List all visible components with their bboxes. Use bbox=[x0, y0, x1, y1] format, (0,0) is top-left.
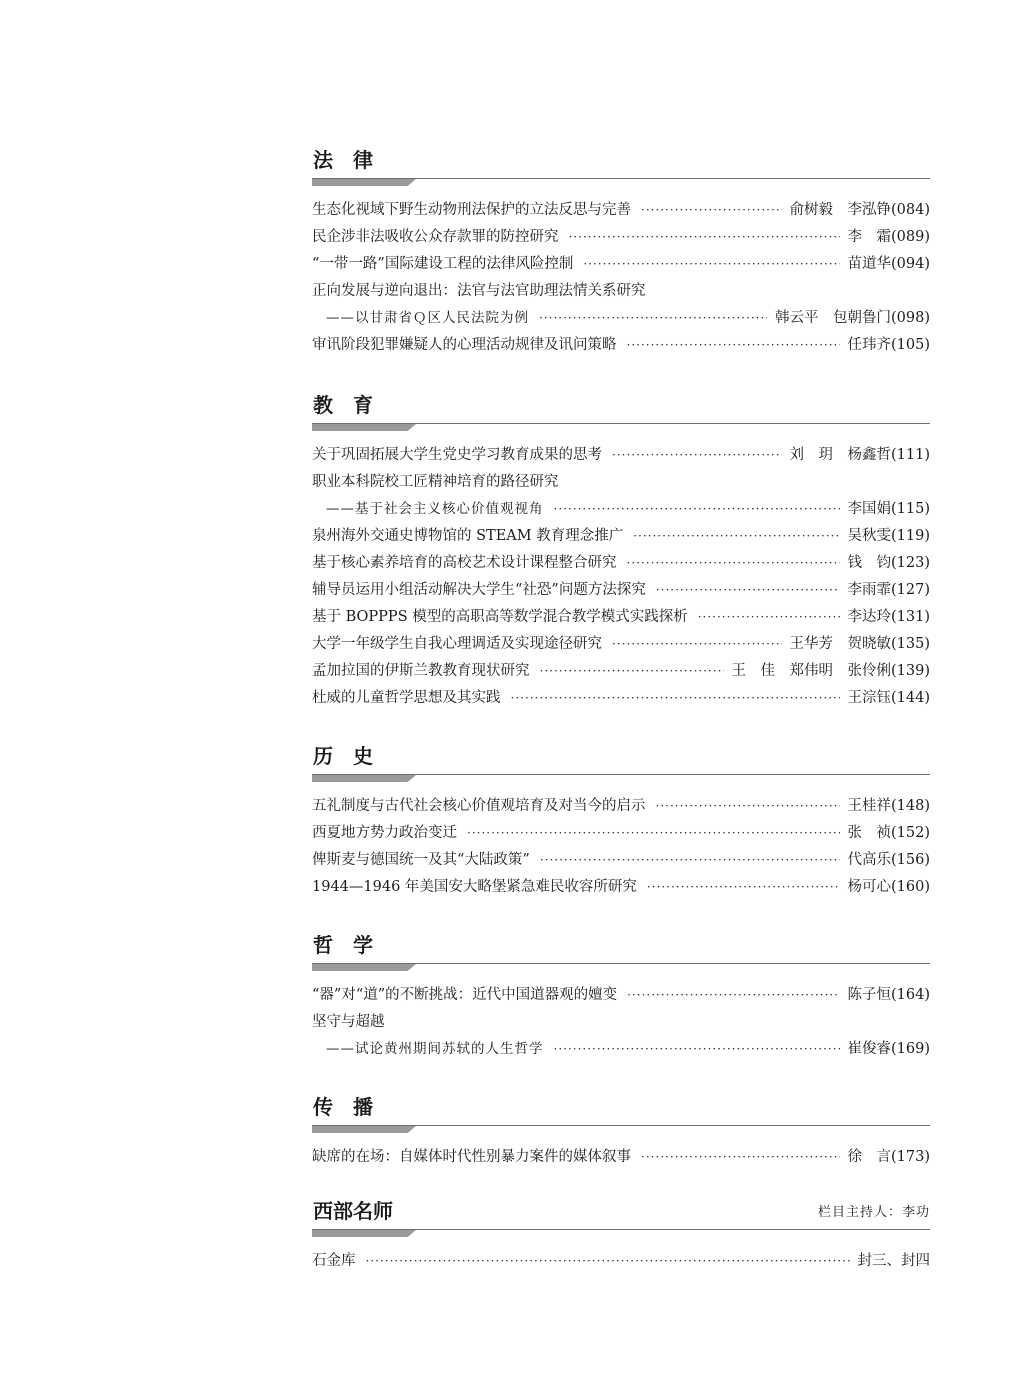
leader-dots bbox=[569, 224, 840, 251]
section-rule bbox=[312, 774, 930, 775]
leader-dots bbox=[539, 305, 767, 332]
leader-dots bbox=[647, 874, 840, 901]
entry-author-page: 封三、封四 bbox=[857, 1253, 930, 1269]
entry-author-page: 杨可心(160) bbox=[847, 879, 930, 895]
entry-title: 西夏地方势力政治变迁 bbox=[312, 825, 457, 841]
leader-dots bbox=[656, 793, 840, 820]
entry-title: 五礼制度与古代社会核心价值观培育及对当今的启示 bbox=[312, 798, 646, 814]
toc-entry[interactable] bbox=[312, 604, 930, 631]
leader-dots bbox=[366, 1248, 850, 1275]
section-accent-bar bbox=[312, 424, 416, 431]
toc-entry[interactable] bbox=[312, 1248, 930, 1275]
toc-entry[interactable] bbox=[312, 197, 930, 224]
entry-title: 辅导员运用小组活动解决大学生“社恐”问题方法探究 bbox=[312, 582, 646, 598]
section-rule bbox=[312, 1229, 930, 1230]
leader-dots bbox=[641, 197, 782, 224]
entry-title: 缺席的在场：自媒体时代性别暴力案件的媒体叙事 bbox=[312, 1149, 631, 1165]
toc-entry[interactable] bbox=[312, 577, 930, 604]
leader-dots bbox=[554, 1036, 840, 1063]
leader-dots bbox=[612, 442, 782, 469]
section-title: 哲 学 bbox=[313, 933, 373, 957]
leader-dots bbox=[511, 685, 840, 712]
leader-dots bbox=[698, 604, 840, 631]
leader-dots bbox=[656, 577, 840, 604]
leader-dots bbox=[641, 1144, 840, 1171]
toc-section bbox=[312, 1089, 930, 1171]
section-header bbox=[312, 387, 930, 425]
entry-author-page: 崔俊睿(169) bbox=[847, 1041, 930, 1057]
section-title: 传 播 bbox=[313, 1095, 373, 1119]
toc-entry[interactable] bbox=[312, 820, 930, 847]
entry-title: 1944—1946 年美国安大略堡紧急难民收容所研究 bbox=[312, 879, 637, 895]
toc-entry[interactable] bbox=[312, 685, 930, 712]
section-header bbox=[312, 1193, 930, 1231]
leader-dots bbox=[554, 496, 840, 523]
toc-section bbox=[312, 738, 930, 901]
toc-entry[interactable] bbox=[312, 469, 930, 496]
section-accent-bar bbox=[312, 1230, 416, 1237]
entry-subtitle: ——以甘肃省Ｑ区人民法院为例 bbox=[326, 310, 529, 326]
toc-entry[interactable] bbox=[312, 793, 930, 820]
leader-dots bbox=[633, 523, 839, 550]
leader-dots bbox=[467, 820, 840, 847]
toc-entry[interactable] bbox=[312, 278, 930, 305]
entry-title: “器”对“道”的不断挑战：近代中国道器观的嬗变 bbox=[312, 987, 618, 1003]
section-header bbox=[312, 1089, 930, 1127]
entry-author-page: 钱 钧(123) bbox=[847, 555, 930, 571]
toc-entry[interactable] bbox=[312, 332, 930, 359]
section-header bbox=[312, 927, 930, 965]
entry-subtitle: ——试论黄州期间苏轼的人生哲学 bbox=[326, 1041, 544, 1057]
entry-title: 基于核心素养培育的高校艺术设计课程整合研究 bbox=[312, 555, 617, 571]
entry-author-page: 陈子恒(164) bbox=[847, 987, 930, 1003]
table-of-contents bbox=[312, 142, 930, 1275]
entry-author-page: 俞树毅 李泓铮(084) bbox=[789, 202, 930, 218]
section-accent-bar bbox=[312, 964, 416, 971]
entry-author-page: 韩云平 包朝鲁门(098) bbox=[775, 310, 930, 326]
section-rule bbox=[312, 963, 930, 964]
entry-title: 杜威的儿童哲学思想及其实践 bbox=[312, 690, 501, 706]
entry-list bbox=[312, 965, 930, 1063]
toc-entry[interactable] bbox=[312, 224, 930, 251]
section-host: 栏目主持人：李功 bbox=[817, 1205, 930, 1220]
entry-author-page: 李国娟(115) bbox=[847, 501, 930, 517]
entry-author-page: 李 霜(089) bbox=[847, 229, 930, 245]
entry-title: 坚守与超越 bbox=[312, 1014, 385, 1030]
entry-title: 大学一年级学生自我心理调适及实现途径研究 bbox=[312, 636, 602, 652]
entry-title: 俾斯麦与德国统一及其“大陆政策” bbox=[312, 852, 530, 868]
toc-entry[interactable] bbox=[312, 658, 930, 685]
section-header bbox=[312, 142, 930, 180]
entry-title: 泉州海外交通史博物馆的 STEAM 教育理念推广 bbox=[312, 528, 624, 544]
toc-entry[interactable] bbox=[312, 982, 930, 1009]
leader-dots bbox=[627, 332, 840, 359]
toc-section bbox=[312, 387, 930, 712]
toc-entry[interactable] bbox=[312, 442, 930, 469]
toc-entry[interactable] bbox=[312, 496, 930, 523]
section-header bbox=[312, 738, 930, 776]
toc-entry[interactable] bbox=[312, 523, 930, 550]
section-accent-bar bbox=[312, 1126, 416, 1133]
entry-author-page: 王华芳 贺晓敏(135) bbox=[789, 636, 930, 652]
entry-author-page: 王桂祥(148) bbox=[847, 798, 930, 814]
entry-author-page: 徐 言(173) bbox=[847, 1149, 930, 1165]
leader-dots bbox=[612, 631, 782, 658]
section-rule bbox=[312, 423, 930, 424]
toc-entry[interactable] bbox=[312, 550, 930, 577]
entry-title: 审讯阶段犯罪嫌疑人的心理活动规律及讯问策略 bbox=[312, 337, 617, 353]
entry-author-page: 吴秋雯(119) bbox=[847, 528, 930, 544]
entry-list bbox=[312, 425, 930, 712]
entry-title: 正向发展与逆向退出：法官与法官助理法情关系研究 bbox=[312, 283, 646, 299]
entry-author-page: 代高乐(156) bbox=[847, 852, 930, 868]
entry-list bbox=[312, 1127, 930, 1171]
entry-title: 孟加拉国的伊斯兰教教育现状研究 bbox=[312, 663, 530, 679]
leader-dots bbox=[627, 982, 839, 1009]
entry-subtitle: ——基于社会主义核心价值观视角 bbox=[326, 501, 544, 517]
entry-author-page: 李雨霏(127) bbox=[847, 582, 930, 598]
section-rule bbox=[312, 1125, 930, 1126]
section-title: 教 育 bbox=[313, 393, 373, 417]
toc-section bbox=[312, 1193, 930, 1275]
entry-title: 基于 BOPPPS 模型的高职高等数学混合教学模式实践探析 bbox=[312, 609, 688, 625]
toc-section bbox=[312, 142, 930, 359]
entry-title: “一带一路”国际建设工程的法律风险控制 bbox=[312, 256, 574, 272]
entry-title: 生态化视域下野生动物刑法保护的立法反思与完善 bbox=[312, 202, 631, 218]
toc-entry[interactable] bbox=[312, 631, 930, 658]
section-title: 法 律 bbox=[313, 148, 373, 172]
entry-list bbox=[312, 776, 930, 901]
entry-list bbox=[312, 180, 930, 359]
toc-entry[interactable] bbox=[312, 1144, 930, 1171]
leader-dots bbox=[627, 550, 840, 577]
toc-entry[interactable] bbox=[312, 874, 930, 901]
entry-author-page: 张 祯(152) bbox=[847, 825, 930, 841]
entry-author-page: 刘 玥 杨鑫哲(111) bbox=[789, 447, 930, 463]
toc-entry[interactable] bbox=[312, 305, 930, 332]
section-accent-bar bbox=[312, 775, 416, 782]
toc-section bbox=[312, 927, 930, 1063]
entry-title: 民企涉非法吸收公众存款罪的防控研究 bbox=[312, 229, 559, 245]
entry-title: 职业本科院校工匠精神培育的路径研究 bbox=[312, 474, 559, 490]
entry-list bbox=[312, 1231, 930, 1275]
toc-entry[interactable] bbox=[312, 847, 930, 874]
section-accent-bar bbox=[312, 179, 416, 186]
leader-dots bbox=[540, 658, 724, 685]
section-title: 西部名师 bbox=[313, 1199, 393, 1223]
entry-author-page: 王 佳 郑伟明 张伶俐(139) bbox=[731, 663, 930, 679]
section-rule bbox=[312, 178, 930, 179]
leader-dots bbox=[540, 847, 840, 874]
entry-author-page: 任玮齐(105) bbox=[847, 337, 930, 353]
entry-author-page: 李达玲(131) bbox=[847, 609, 930, 625]
toc-entry[interactable] bbox=[312, 251, 930, 278]
entry-title: 石金库 bbox=[312, 1253, 356, 1269]
entry-title: 关于巩固拓展大学生党史学习教育成果的思考 bbox=[312, 447, 602, 463]
toc-entry[interactable] bbox=[312, 1009, 930, 1036]
leader-dots bbox=[583, 251, 839, 278]
entry-author-page: 苗道华(094) bbox=[847, 256, 930, 272]
entry-author-page: 王淙钰(144) bbox=[847, 690, 930, 706]
section-title: 历 史 bbox=[313, 744, 373, 768]
toc-entry[interactable] bbox=[312, 1036, 930, 1063]
